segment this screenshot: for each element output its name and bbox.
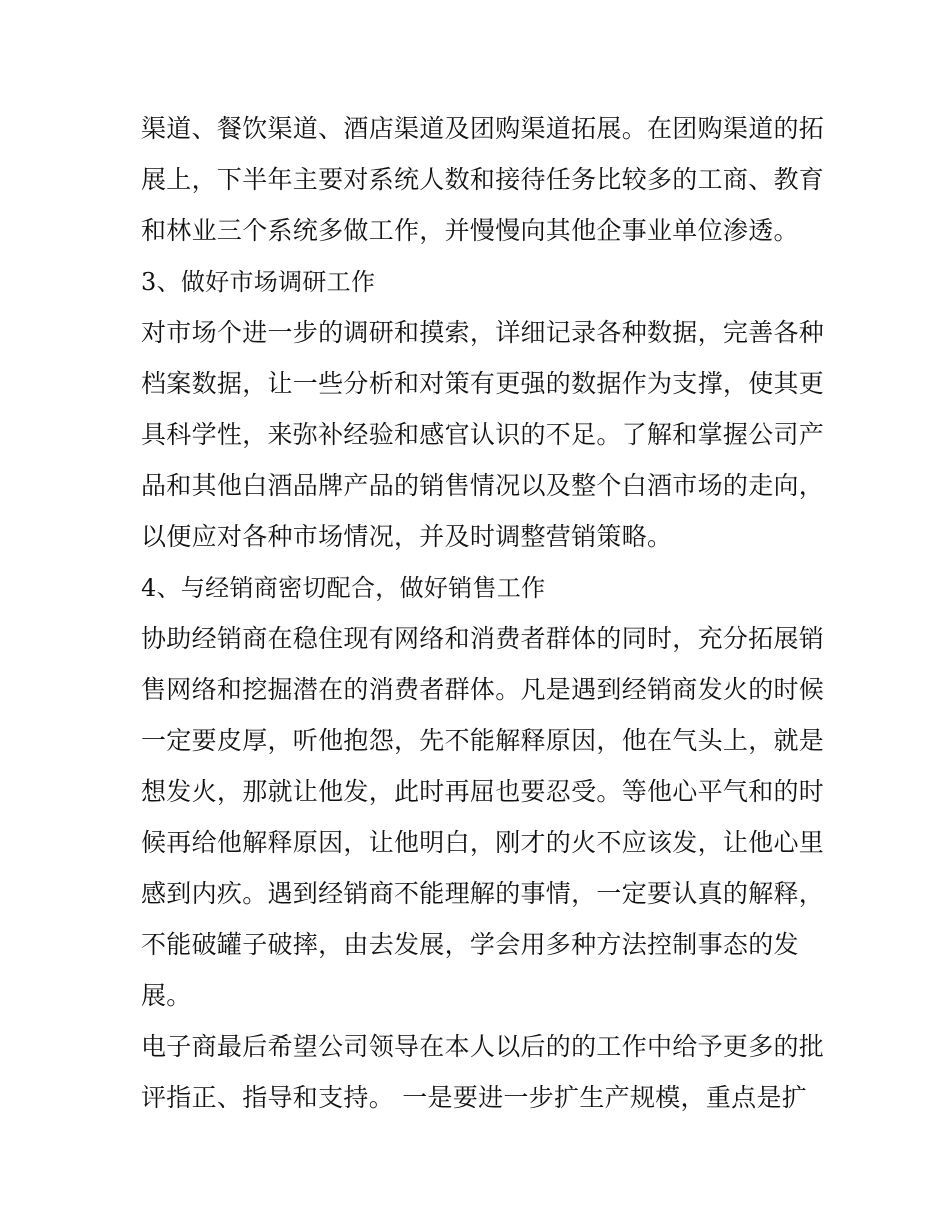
paragraph-line: 品和其他白酒品牌产品的销售情况以及整个白酒市场的走向，	[141, 471, 825, 500]
paragraph-line: 和林业三个系统多做工作，并慢慢向其他企事业单位渗透。	[141, 216, 799, 245]
paragraph-line: 协助经销商在稳住现有网络和消费者群体的同时，充分拓展销	[141, 624, 825, 653]
paragraph-line: 不能破罐子破摔，由去发展，学会用多种方法控制事态的发	[141, 930, 799, 959]
paragraph-line: 对市场个进一步的调研和摸索，详细记录各种数据，完善各种	[141, 318, 825, 347]
section-heading: 4、与经销商密切配合，做好销售工作	[141, 574, 546, 602]
paragraph-line: 具科学性，来弥补经验和感官认识的不足。了解和掌握公司产	[141, 420, 825, 449]
paragraph-line: 展。	[141, 981, 192, 1010]
paragraph-line: 感到内疚。遇到经销商不能理解的事情，一定要认真的解释，	[141, 879, 825, 908]
paragraph-line: 展上，下半年主要对系统人数和接待任务比较多的工商、教育	[141, 165, 825, 194]
paragraph-line: 以便应对各种市场情况，并及时调整营销策略。	[141, 522, 673, 551]
section-heading: 3、做好市场调研工作	[141, 268, 376, 296]
paragraph-line: 渠道、餐饮渠道、酒店渠道及团购渠道拓展。在团购渠道的拓	[141, 114, 825, 143]
paragraph-line: 电子商最后希望公司领导在本人以后的的工作中给予更多的批	[141, 1032, 825, 1061]
paragraph-line: 售网络和挖掘潜在的消费者群体。凡是遇到经销商发火的时候	[141, 675, 825, 704]
paragraph-line: 候再给他解释原因，让他明白，刚才的火不应该发，让他心里	[141, 828, 825, 857]
paragraph-line: 想发火，那就让他发，此时再屈也要忍受。等他心平气和的时	[141, 777, 825, 806]
paragraph-line: 档案数据，让一些分析和对策有更强的数据作为支撑，使其更	[141, 369, 825, 398]
paragraph-line: 一定要皮厚，听他抱怨，先不能解释原因，他在气头上，就是	[141, 726, 825, 755]
paragraph-line: 评指正、指导和支持。 一是要进一步扩生产规模，重点是扩	[141, 1083, 808, 1112]
